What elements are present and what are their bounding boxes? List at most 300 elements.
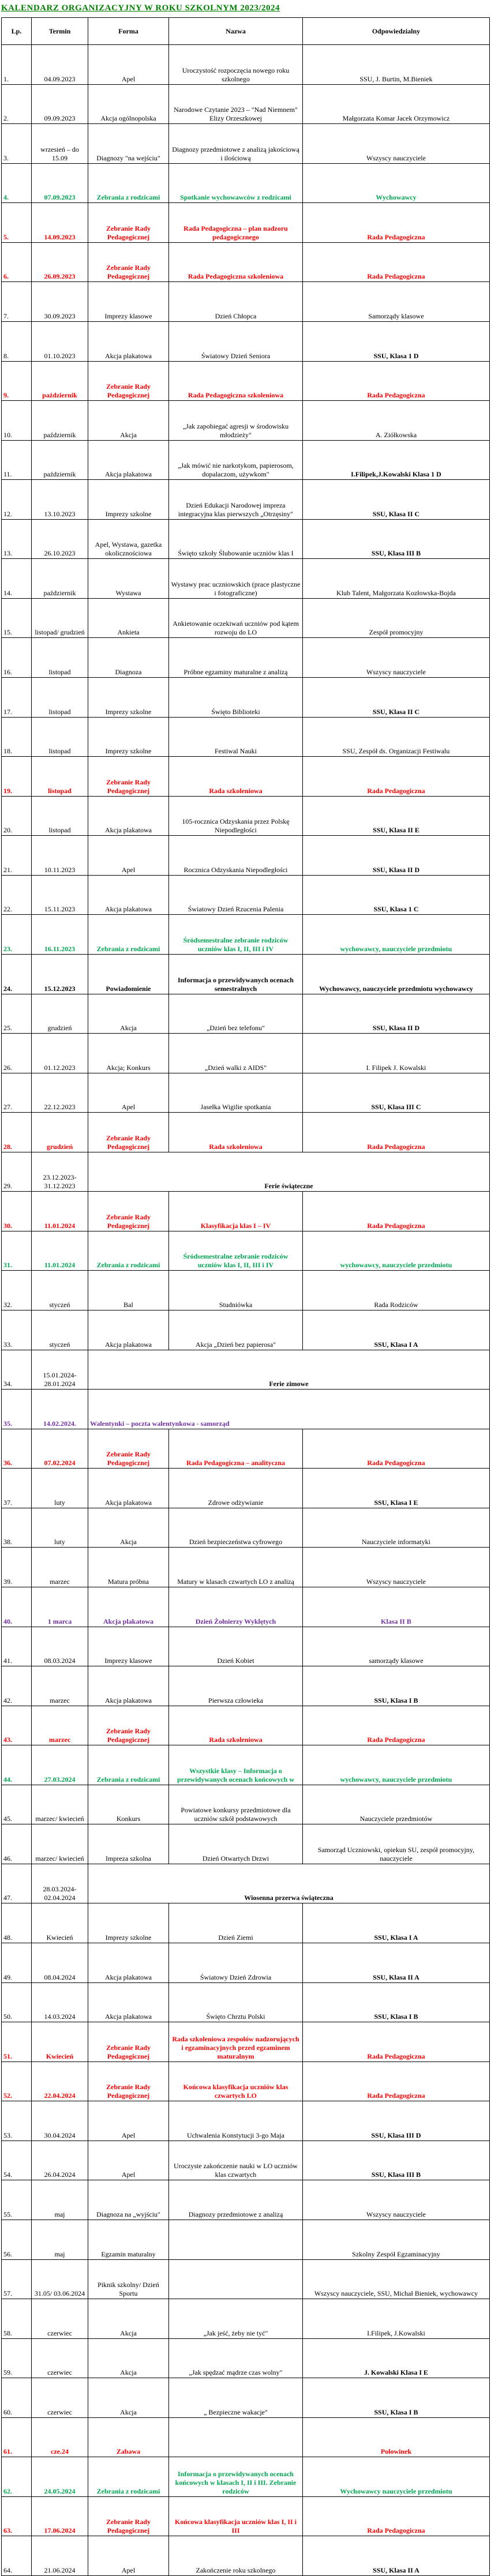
table-row bbox=[2, 480, 490, 520]
header-responsible: Odpowiedzialny bbox=[303, 18, 490, 45]
cell-term: czerwiec bbox=[32, 2299, 88, 2339]
cell-name: Zakończenie roku szkolnego bbox=[169, 2536, 303, 2576]
cell-term: 23.12.2023-31.12.2023 bbox=[32, 1152, 88, 1192]
table-row bbox=[2, 2220, 490, 2259]
cell-term: wrzesień – do 15.09 bbox=[32, 124, 88, 164]
cell-responsible: Szkolny Zespół Egzaminacyjny bbox=[303, 2220, 490, 2259]
cell-term: Kwiecień bbox=[32, 1903, 88, 1943]
cell-term: Kwiecień bbox=[32, 2022, 88, 2062]
table-row bbox=[2, 2417, 490, 2457]
cell-term: maj bbox=[32, 2180, 88, 2220]
cell-lp: 50. bbox=[2, 1982, 32, 2022]
cell-form: Diagnoza bbox=[88, 638, 169, 678]
cell-term: listopad bbox=[32, 717, 88, 757]
cell-term: 07.02.2024 bbox=[32, 1429, 88, 1469]
cell-form: Apel bbox=[88, 45, 169, 85]
cell-responsible: J. Kowalski Klasa I E bbox=[303, 2338, 490, 2378]
table-row bbox=[2, 678, 490, 718]
cell-term: listopad bbox=[32, 678, 88, 718]
cell-lp: 40. bbox=[2, 1587, 32, 1627]
cell-name: Rada Pedagogiczna szkoleniowa bbox=[169, 361, 303, 401]
table-row bbox=[2, 519, 490, 559]
cell-form: Zebranie Rady Pedagogicznej bbox=[88, 1429, 169, 1469]
table-row bbox=[2, 1824, 490, 1864]
cell-term: 31.05/ 03.06.2024 bbox=[32, 2259, 88, 2299]
cell-term: 22.04.2024 bbox=[32, 2061, 88, 2101]
cell-lp: 35. bbox=[2, 1390, 32, 1429]
cell-term: 30.04.2024 bbox=[32, 2101, 88, 2141]
cell-form: Imprezy szkolne bbox=[88, 678, 169, 718]
cell-name: Rada szkoleniowa zespołów nadzorujących i egzaminacyjnych przed egzaminem maturalnym bbox=[169, 2022, 303, 2062]
cell-lp: 33. bbox=[2, 1310, 32, 1350]
cell-name: Rada Pedagogiczna szkoleniowa bbox=[169, 242, 303, 282]
cell-period-span: Ferie zimowe bbox=[88, 1350, 490, 1390]
cell-form: Piknik szkolny/ Dzień Sportu bbox=[88, 2259, 169, 2299]
table-row bbox=[2, 1903, 490, 1943]
cell-name: „Jak mówić nie narkotykom, papierosom, dopalaczom, używkom" bbox=[169, 440, 303, 480]
cell-lp: 55. bbox=[2, 2180, 32, 2220]
cell-form: Akcja plakatowa bbox=[88, 1310, 169, 1350]
cell-lp: 6. bbox=[2, 242, 32, 282]
cell-lp: 34. bbox=[2, 1350, 32, 1390]
cell-form: Imprezy klasowe bbox=[88, 282, 169, 322]
table-row bbox=[2, 1469, 490, 1508]
cell-responsible: SSU, Klasa II C bbox=[303, 480, 490, 520]
cell-responsible: wychowawcy, nauczyciele przedmiotu bbox=[303, 1231, 490, 1271]
cell-name: Pierwsza człowieka bbox=[169, 1666, 303, 1706]
cell-name: Światowy Dzień Zdrowia bbox=[169, 1943, 303, 1983]
cell-lp: 63. bbox=[2, 2496, 32, 2536]
cell-responsible: Samorząd Uczniowski, opiekun SU, zespół promocyjny, nauczyciele bbox=[303, 1824, 490, 1864]
cell-lp: 36. bbox=[2, 1429, 32, 1469]
cell-lp: 15. bbox=[2, 598, 32, 638]
cell-responsible: SSU, Klasa III B bbox=[303, 2141, 490, 2180]
cell-form: Diagnozy "na wejściu" bbox=[88, 124, 169, 164]
cell-lp: 17. bbox=[2, 678, 32, 718]
cell-period-span: Ferie świąteczne bbox=[88, 1152, 490, 1192]
cell-form: Akcja; Konkurs bbox=[88, 1034, 169, 1073]
cell-responsible: Wychowawcy bbox=[303, 163, 490, 203]
cell-form: Zebranie Rady Pedagogicznej bbox=[88, 1192, 169, 1231]
cell-lp: 29. bbox=[2, 1152, 32, 1192]
cell-responsible: SSU, Klasa III D bbox=[303, 2101, 490, 2141]
cell-name: „Dzień bez telefonu" bbox=[169, 994, 303, 1034]
cell-term: 27.03.2024 bbox=[32, 1745, 88, 1785]
cell-name: „Jak jeść, żeby nie tyć" bbox=[169, 2299, 303, 2339]
cell-form: Zebranie Rady Pedagogicznej bbox=[88, 361, 169, 401]
cell-lp: 9. bbox=[2, 361, 32, 401]
cell-term: listopad/ grudzień bbox=[32, 598, 88, 638]
cell-term: 1 marca bbox=[32, 1587, 88, 1627]
table-body bbox=[2, 45, 490, 2576]
table-row bbox=[2, 2338, 490, 2378]
cell-form: Zebrania z rodzicami bbox=[88, 915, 169, 955]
table-row bbox=[2, 915, 490, 955]
table-row bbox=[2, 757, 490, 797]
cell-lp: 8. bbox=[2, 321, 32, 361]
cell-name: Wszystkie klasy – Informacja o przewidywanych ocenach końcowych w bbox=[169, 1745, 303, 1785]
cell-form: Akcja plakatowa bbox=[88, 1982, 169, 2022]
cell-name: Uroczystość rozpoczęcia nowego roku szkolnego bbox=[169, 45, 303, 85]
cell-form: Imprezy klasowe bbox=[88, 1627, 169, 1666]
cell-lp: 13. bbox=[2, 519, 32, 559]
cell-name: Dzień Chłopca bbox=[169, 282, 303, 322]
cell-lp: 54. bbox=[2, 2141, 32, 2180]
cell-responsible: Rada Pedagogiczna bbox=[303, 242, 490, 282]
cell-form: Zebrania z rodzicami bbox=[88, 163, 169, 203]
table-row bbox=[2, 1627, 490, 1666]
table-row bbox=[2, 2496, 490, 2536]
cell-name: Dzień Otwartych Drzwi bbox=[169, 1824, 303, 1864]
cell-responsible: Wszyscy nauczyciele bbox=[303, 2180, 490, 2220]
table-row bbox=[2, 1192, 490, 1231]
table-row bbox=[2, 1864, 490, 1903]
cell-responsible: I.Filipek,J.Kowalski Klasa 1 D bbox=[303, 440, 490, 480]
cell-name: Dzień Edukacji Narodowej impreza integracyjna klas pierwszych „Otrzęsiny" bbox=[169, 480, 303, 520]
cell-responsible: Rada Pedagogiczna bbox=[303, 2496, 490, 2536]
cell-term: 09.09.2023 bbox=[32, 84, 88, 124]
cell-term: czerwiec bbox=[32, 2378, 88, 2418]
cell-responsible: SSU, Klasa II E bbox=[303, 796, 490, 836]
cell-name: Informacja o przewidywanych ocenach semestralnych bbox=[169, 954, 303, 994]
table-row bbox=[2, 717, 490, 757]
header-term: Termin bbox=[32, 18, 88, 45]
cell-form: Impreza szkolna bbox=[88, 1824, 169, 1864]
cell-lp: 37. bbox=[2, 1469, 32, 1508]
cell-term: listopad bbox=[32, 757, 88, 797]
cell-lp: 38. bbox=[2, 1508, 32, 1548]
cell-term: grudzień bbox=[32, 1113, 88, 1152]
cell-form: Zebrania z rodzicami bbox=[88, 2457, 169, 2497]
table-row bbox=[2, 1666, 490, 1706]
cell-responsible: SSU, Klasa I A bbox=[303, 1310, 490, 1350]
cell-name: Światowy Dzień Rzucenia Palenia bbox=[169, 875, 303, 915]
cell-form: Akcja plakatowa bbox=[88, 1666, 169, 1706]
cell-lp: 62. bbox=[2, 2457, 32, 2497]
cell-responsible: Wszyscy nauczyciele bbox=[303, 638, 490, 678]
cell-term: 16.11.2023 bbox=[32, 915, 88, 955]
cell-lp: 24. bbox=[2, 954, 32, 994]
cell-responsible: wychowawcy, nauczyciele przedmiotu bbox=[303, 915, 490, 955]
header-form: Forma bbox=[88, 18, 169, 45]
cell-lp: 10. bbox=[2, 401, 32, 441]
cell-lp: 32. bbox=[2, 1271, 32, 1310]
cell-name: Śródsemestralne zebranie rodziców uczniów klas I, II, III i IV bbox=[169, 1231, 303, 1271]
cell-name: Rada szkoleniowa bbox=[169, 757, 303, 797]
cell-lp: 58. bbox=[2, 2299, 32, 2339]
cell-responsible: Rada Pedagogiczna bbox=[303, 361, 490, 401]
cell-lp: 27. bbox=[2, 1073, 32, 1113]
cell-responsible: SSU, Klasa II D bbox=[303, 994, 490, 1034]
cell-name: Dzień Żołnierzy Wyklętych bbox=[169, 1587, 303, 1627]
document-title: KALENDARZ ORGANIZACYJNY W ROKU SZKOLNYM 2023/2024 bbox=[1, 3, 280, 13]
cell-lp: 48. bbox=[2, 1903, 32, 1943]
cell-name: Rada szkoleniowa bbox=[169, 1113, 303, 1152]
cell-form: Apel bbox=[88, 1073, 169, 1113]
cell-name: Rada szkoleniowa bbox=[169, 1706, 303, 1745]
cell-lp: 60. bbox=[2, 2378, 32, 2418]
cell-lp: 61. bbox=[2, 2417, 32, 2457]
cell-term: styczeń bbox=[32, 1310, 88, 1350]
cell-form: Akcja ogólnopolska bbox=[88, 84, 169, 124]
cell-term: listopad bbox=[32, 796, 88, 836]
cell-responsible: Rada Pedagogiczna bbox=[303, 1706, 490, 1745]
cell-lp: 14. bbox=[2, 559, 32, 599]
cell-name: Dzień Kobiet bbox=[169, 1627, 303, 1666]
cell-responsible: SSU, Klasa I B bbox=[303, 2378, 490, 2418]
cell-lp: 45. bbox=[2, 1785, 32, 1824]
cell-name: Studniówka bbox=[169, 1271, 303, 1310]
cell-form: Akcja bbox=[88, 401, 169, 441]
cell-name: Uroczyste zakończenie nauki w LO uczniów klas czwartych bbox=[169, 2141, 303, 2180]
cell-responsible: Połowinek bbox=[303, 2417, 490, 2457]
cell-form: Imprezy szkolne bbox=[88, 480, 169, 520]
cell-term: 17.06.2024 bbox=[32, 2496, 88, 2536]
cell-term: 01.12.2023 bbox=[32, 1034, 88, 1073]
cell-term: luty bbox=[32, 1469, 88, 1508]
table-row bbox=[2, 796, 490, 836]
table-row bbox=[2, 1587, 490, 1627]
cell-term: 08.03.2024 bbox=[32, 1627, 88, 1666]
cell-name: Próbne egzaminy maturalne z analizą bbox=[169, 638, 303, 678]
cell-form: Apel bbox=[88, 2141, 169, 2180]
cell-responsible: Klasa II B bbox=[303, 1587, 490, 1627]
cell-term: 30.09.2023 bbox=[32, 282, 88, 322]
cell-responsible: SSU, Klasa I E bbox=[303, 1469, 490, 1508]
cell-responsible: I.Filipek, J.Kowalski bbox=[303, 2299, 490, 2339]
cell-name: Narodowe Czytanie 2023 – "Nad Niemnem" Elizy Orzeszkowej bbox=[169, 84, 303, 124]
cell-responsible: Wszyscy nauczyciele bbox=[303, 1548, 490, 1587]
cell-name: Rada Pedagogiczna – analityczna bbox=[169, 1429, 303, 1469]
table-row bbox=[2, 836, 490, 876]
table-row bbox=[2, 1073, 490, 1113]
table-row bbox=[2, 242, 490, 282]
table-row bbox=[2, 1231, 490, 1271]
cell-responsible: Nauczyciele informatyki bbox=[303, 1508, 490, 1548]
cell-name: Spotkanie wychowawców z rodzicami bbox=[169, 163, 303, 203]
table-row bbox=[2, 559, 490, 599]
cell-term: 26.04.2024 bbox=[32, 2141, 88, 2180]
cell-lp: 3. bbox=[2, 124, 32, 164]
cell-lp: 56. bbox=[2, 2220, 32, 2259]
cell-lp: 51. bbox=[2, 2022, 32, 2062]
cell-form: Akcja plakatowa bbox=[88, 1943, 169, 1983]
cell-term: listopad bbox=[32, 638, 88, 678]
cell-lp: 39. bbox=[2, 1548, 32, 1587]
table-row bbox=[2, 1548, 490, 1587]
table-row bbox=[2, 163, 490, 203]
cell-form: Apel, Wystawa, gazetka okolicznościowa bbox=[88, 519, 169, 559]
cell-term: 26.09.2023 bbox=[32, 242, 88, 282]
cell-lp: 2. bbox=[2, 84, 32, 124]
cell-term: styczeń bbox=[32, 1271, 88, 1310]
cell-term: 07.09.2023 bbox=[32, 163, 88, 203]
cell-name: 105-rocznica Odzyskania przez Polskę Niepodległości bbox=[169, 796, 303, 836]
header-row bbox=[2, 18, 490, 45]
table-row bbox=[2, 954, 490, 994]
cell-form: Zebranie Rady Pedagogicznej bbox=[88, 1706, 169, 1745]
cell-responsible: Rada Pedagogiczna bbox=[303, 2022, 490, 2062]
cell-term: marzec bbox=[32, 1548, 88, 1587]
cell-name: Święto Chrztu Polski bbox=[169, 1982, 303, 2022]
table-row bbox=[2, 282, 490, 322]
cell-term: luty bbox=[32, 1508, 88, 1548]
table-row bbox=[2, 401, 490, 441]
table-row bbox=[2, 84, 490, 124]
cell-form: Matura próbna bbox=[88, 1548, 169, 1587]
table-row bbox=[2, 875, 490, 915]
cell-name: Końcowa klasyfikacja uczniów klas czwartych LO bbox=[169, 2061, 303, 2101]
cell-form: Zabawa bbox=[88, 2417, 169, 2457]
cell-name: Rocznica Odzyskania Niepodległości bbox=[169, 836, 303, 876]
cell-term: 15.11.2023 bbox=[32, 875, 88, 915]
cell-name: „Jak zapobiegać agresji w środowisku młodzieży" bbox=[169, 401, 303, 441]
cell-responsible: Rada Pedagogiczna bbox=[303, 203, 490, 243]
cell-form: Zebranie Rady Pedagogicznej bbox=[88, 203, 169, 243]
cell-form: Apel bbox=[88, 836, 169, 876]
cell-term: 11.01.2024 bbox=[32, 1231, 88, 1271]
cell-form: Akcja plakatowa bbox=[88, 1587, 169, 1627]
table-row bbox=[2, 1152, 490, 1192]
cell-responsible: wychowawcy, nauczyciele przedmiotu bbox=[303, 1745, 490, 1785]
cell-name: Ankietowanie oczekiwań uczniów pod kątem rozwoju do LO bbox=[169, 598, 303, 638]
cell-term: 21.06.2024 bbox=[32, 2536, 88, 2576]
cell-lp: 7. bbox=[2, 282, 32, 322]
table-row bbox=[2, 124, 490, 164]
cell-name: „Dzień walki z AIDS" bbox=[169, 1034, 303, 1073]
table-row bbox=[2, 321, 490, 361]
table-row bbox=[2, 2180, 490, 2220]
cell-term: 10.11.2023 bbox=[32, 836, 88, 876]
cell-form: Powiadomienie bbox=[88, 954, 169, 994]
cell-form: Akcja bbox=[88, 2299, 169, 2339]
cell-name: Wystawy prac uczniowskich (prace plastyczne i fotograficzne) bbox=[169, 559, 303, 599]
table-row bbox=[2, 598, 490, 638]
cell-responsible: Wszyscy nauczyciele bbox=[303, 124, 490, 164]
cell-responsible: Rada Pedagogiczna bbox=[303, 757, 490, 797]
cell-lp: 53. bbox=[2, 2101, 32, 2141]
cell-name: Diagnozy przedmiotowe z analizą jakościową i ilościową bbox=[169, 124, 303, 164]
table-row bbox=[2, 994, 490, 1034]
cell-form: Akcja plakatowa bbox=[88, 875, 169, 915]
table-row bbox=[2, 1429, 490, 1469]
cell-responsible: Nauczyciele przedmiotów bbox=[303, 1785, 490, 1824]
cell-responsible: Wychowawcy, nauczyciele przedmiotu wychowawcy bbox=[303, 954, 490, 994]
cell-term: grudzień bbox=[32, 994, 88, 1034]
cell-term: 28.03.2024-02.04.2024 bbox=[32, 1864, 88, 1903]
cell-responsible: Rada Pedagogiczna bbox=[303, 1192, 490, 1231]
cell-form: Zebrania z rodzicami bbox=[88, 1745, 169, 1785]
cell-period-span: Wiosenna przerwa świąteczna bbox=[88, 1864, 490, 1903]
table-header bbox=[2, 18, 490, 45]
cell-name: Zdrowe odżywianie bbox=[169, 1469, 303, 1508]
cell-responsible: Samorządy klasowe bbox=[303, 282, 490, 322]
table-row bbox=[2, 45, 490, 85]
table-row bbox=[2, 1785, 490, 1824]
cell-responsible: Zespół promocyjny bbox=[303, 598, 490, 638]
table-row bbox=[2, 1706, 490, 1745]
cell-term: 11.01.2024 bbox=[32, 1192, 88, 1231]
cell-responsible: SSU, Klasa II A bbox=[303, 2536, 490, 2576]
cell-responsible: Rada Pedagogiczna bbox=[303, 1113, 490, 1152]
cell-responsible: I. Filipek J. Kowalski bbox=[303, 1034, 490, 1073]
cell-responsible: SSU, Klasa III B bbox=[303, 519, 490, 559]
cell-lp: 19. bbox=[2, 757, 32, 797]
cell-lp: 22. bbox=[2, 875, 32, 915]
table-row bbox=[2, 638, 490, 678]
cell-name: Festiwal Nauki bbox=[169, 717, 303, 757]
cell-term: marzec bbox=[32, 1666, 88, 1706]
cell-lp: 43. bbox=[2, 1706, 32, 1745]
cell-responsible: Wychowawcy nauczyciele przedmiotu bbox=[303, 2457, 490, 2497]
cell-name: „ Bezpieczne wakacje" bbox=[169, 2378, 303, 2418]
cell-lp: 44. bbox=[2, 1745, 32, 1785]
cell-responsible: Klub Talent, Małgorzata Kozłowska-Bojda bbox=[303, 559, 490, 599]
cell-lp: 46. bbox=[2, 1824, 32, 1864]
cell-responsible: SSU, Klasa III C bbox=[303, 1073, 490, 1113]
cell-lp: 59. bbox=[2, 2338, 32, 2378]
calendar-table bbox=[1, 17, 490, 2576]
cell-lp: 20. bbox=[2, 796, 32, 836]
cell-form: Zebranie Rady Pedagogicznej bbox=[88, 1113, 169, 1152]
cell-form: Apel bbox=[88, 2101, 169, 2141]
cell-term: czerwiec bbox=[32, 2338, 88, 2378]
cell-form: Imprezy szkolne bbox=[88, 717, 169, 757]
cell-term: 14.09.2023 bbox=[32, 203, 88, 243]
cell-lp: 18. bbox=[2, 717, 32, 757]
cell-lp: 4. bbox=[2, 163, 32, 203]
cell-form: Akcja bbox=[88, 994, 169, 1034]
cell-term: 22.12.2023 bbox=[32, 1073, 88, 1113]
cell-form: Ankieta bbox=[88, 598, 169, 638]
cell-term: 14.02.2024. bbox=[32, 1390, 88, 1429]
cell-lp: 30. bbox=[2, 1192, 32, 1231]
table-row bbox=[2, 1745, 490, 1785]
cell-term: 15.12.2023 bbox=[32, 954, 88, 994]
cell-lp: 57. bbox=[2, 2259, 32, 2299]
cell-form: Zebranie Rady Pedagogicznej bbox=[88, 242, 169, 282]
cell-form: Zebrania z rodzicami bbox=[88, 1231, 169, 1271]
cell-responsible: SSU, Klasa I A bbox=[303, 1903, 490, 1943]
cell-form: Zebranie Rady Pedagogicznej bbox=[88, 2496, 169, 2536]
cell-term: 04.09.2023 bbox=[32, 45, 88, 85]
cell-term: 15.01.2024-28.01.2024 bbox=[32, 1350, 88, 1390]
table-row bbox=[2, 1034, 490, 1073]
header-name: Nazwa bbox=[169, 18, 303, 45]
cell-form: Zebranie Rady Pedagogicznej bbox=[88, 2022, 169, 2062]
cell-lp: 42. bbox=[2, 1666, 32, 1706]
cell-form: Diagnoza na „wyjściu" bbox=[88, 2180, 169, 2220]
table-row bbox=[2, 1982, 490, 2022]
cell-name: Jasełka Wigilie spotkania bbox=[169, 1073, 303, 1113]
cell-name: Uchwalenia Konstytucji 3-go Maja bbox=[169, 2101, 303, 2141]
cell-term: 24.05.2024 bbox=[32, 2457, 88, 2497]
header-lp: Lp. bbox=[2, 18, 32, 45]
cell-form: Akcja bbox=[88, 2378, 169, 2418]
table-row bbox=[2, 2022, 490, 2062]
cell-name: Święto szkoły Ślubowanie uczniów klas I bbox=[169, 519, 303, 559]
table-row bbox=[2, 2457, 490, 2497]
cell-responsible: Wszyscy nauczyciele, SSU, Michał Bieniek, wychowawcy bbox=[303, 2259, 490, 2299]
cell-name bbox=[169, 2417, 303, 2457]
cell-term: październik bbox=[32, 401, 88, 441]
cell-name: Dzień bezpieczeństwa cyfrowego bbox=[169, 1508, 303, 1548]
table-row bbox=[2, 203, 490, 243]
cell-lp: 52. bbox=[2, 2061, 32, 2101]
cell-lp: 49. bbox=[2, 1943, 32, 1983]
cell-term: październik bbox=[32, 440, 88, 480]
cell-lp: 28. bbox=[2, 1113, 32, 1152]
